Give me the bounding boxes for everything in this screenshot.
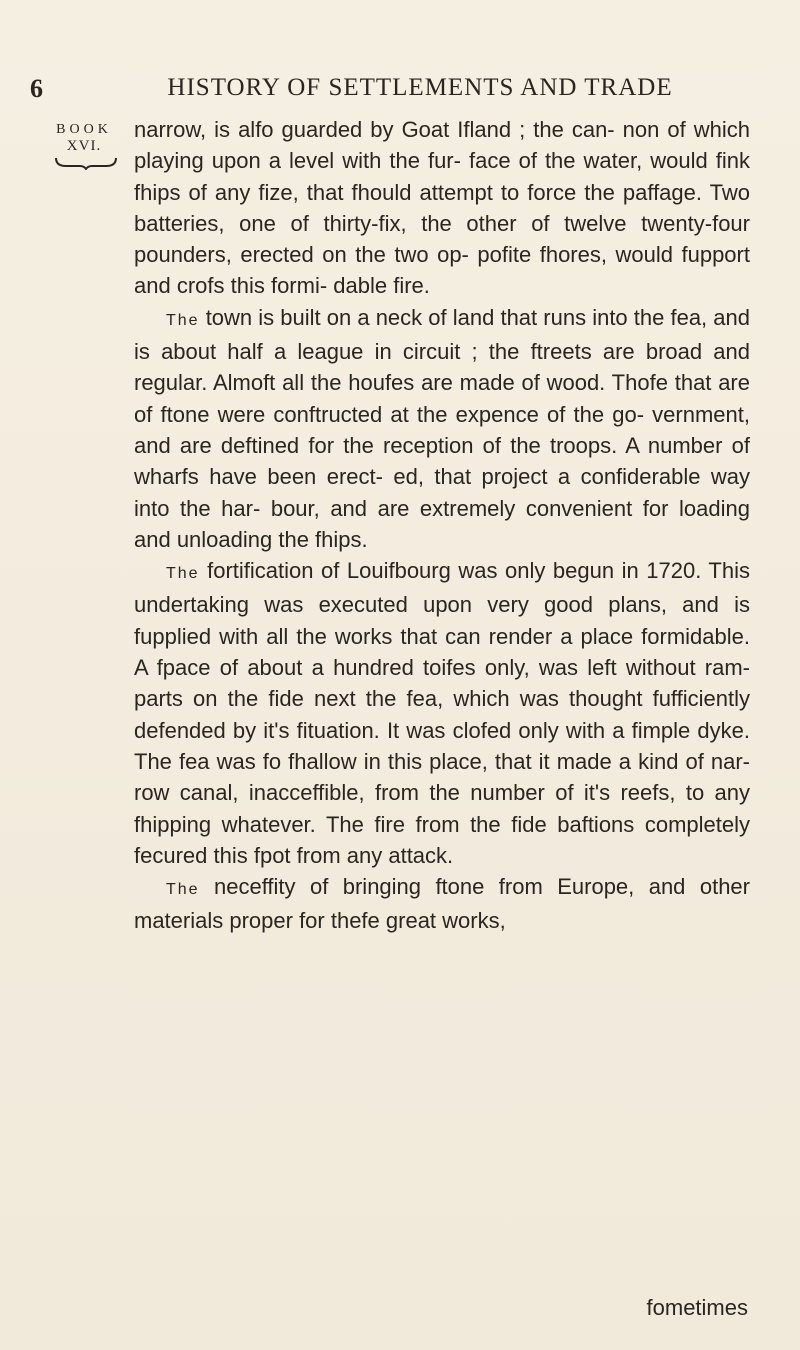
paragraph-text: fortification of Louifbourg was only begun in 1720. This undertaking was executed upon very good plans, and is fupplied with all the works that can render a place formidable. A fpace of about a hundred toifes only, was left without ram- parts on the fide next the fea, which was thought fufficiently defended by it's fituation. It was clofed only with a fimple dyke. The fea was fo fhallow in this place, that it made a kind of nar- row canal, inacceffible, from the number of it's reefs, to any fhipping whatever. The fire from the fide baftions completely fecured this fpot from any attack.: [134, 558, 750, 868]
paragraph-lead: The: [166, 881, 200, 899]
book-number: XVI.: [66, 138, 102, 154]
paragraph: [134, 555, 750, 871]
paragraph-lead: The: [166, 311, 200, 329]
page-number: 6: [30, 74, 43, 103]
paragraph: [134, 302, 750, 555]
paragraph-lead: The: [166, 565, 200, 583]
book-marginal-note: [48, 122, 120, 154]
marginal-brace-icon: [54, 156, 118, 170]
book-label: BOOK: [56, 122, 112, 137]
catchword: fometimes: [646, 1295, 748, 1320]
paragraph: [134, 114, 750, 302]
paragraph-text: neceffity of bringing ftone from Europe, and other materials proper for thefe great works,: [134, 874, 750, 934]
body-text: [134, 114, 750, 937]
paragraph: [134, 871, 750, 937]
running-head: [30, 74, 750, 110]
paragraph-text: town is built on a neck of land that runs into the fea, and is about half a league in circuit ; the ftreets are broad and regular. Almoft all the houfes are made of wood. Thofe that are of ftone were conftructed at the expence of the go- vernment, and are deftined for the reception of the troops. A number of wharfs have been erect- ed, that project a confiderable way into the har- bour, and are extremely convenient for loading and unloading the fhips.: [134, 304, 750, 552]
running-title: HISTORY OF SETTLEMENTS AND TRADE: [167, 74, 673, 101]
paragraph-text: narrow, is alfo guarded by Goat Ifland ; the can- non of which playing upon a level with the fur- face of the water, would fink fhips of any fize, that fhould attempt to force the paffage. Two batteries, one of thirty-fix, the other of twelve twenty-four pounders, erected on the two op- pofite fhores, would fupport and crofs this formi- dable fire.: [134, 117, 750, 299]
